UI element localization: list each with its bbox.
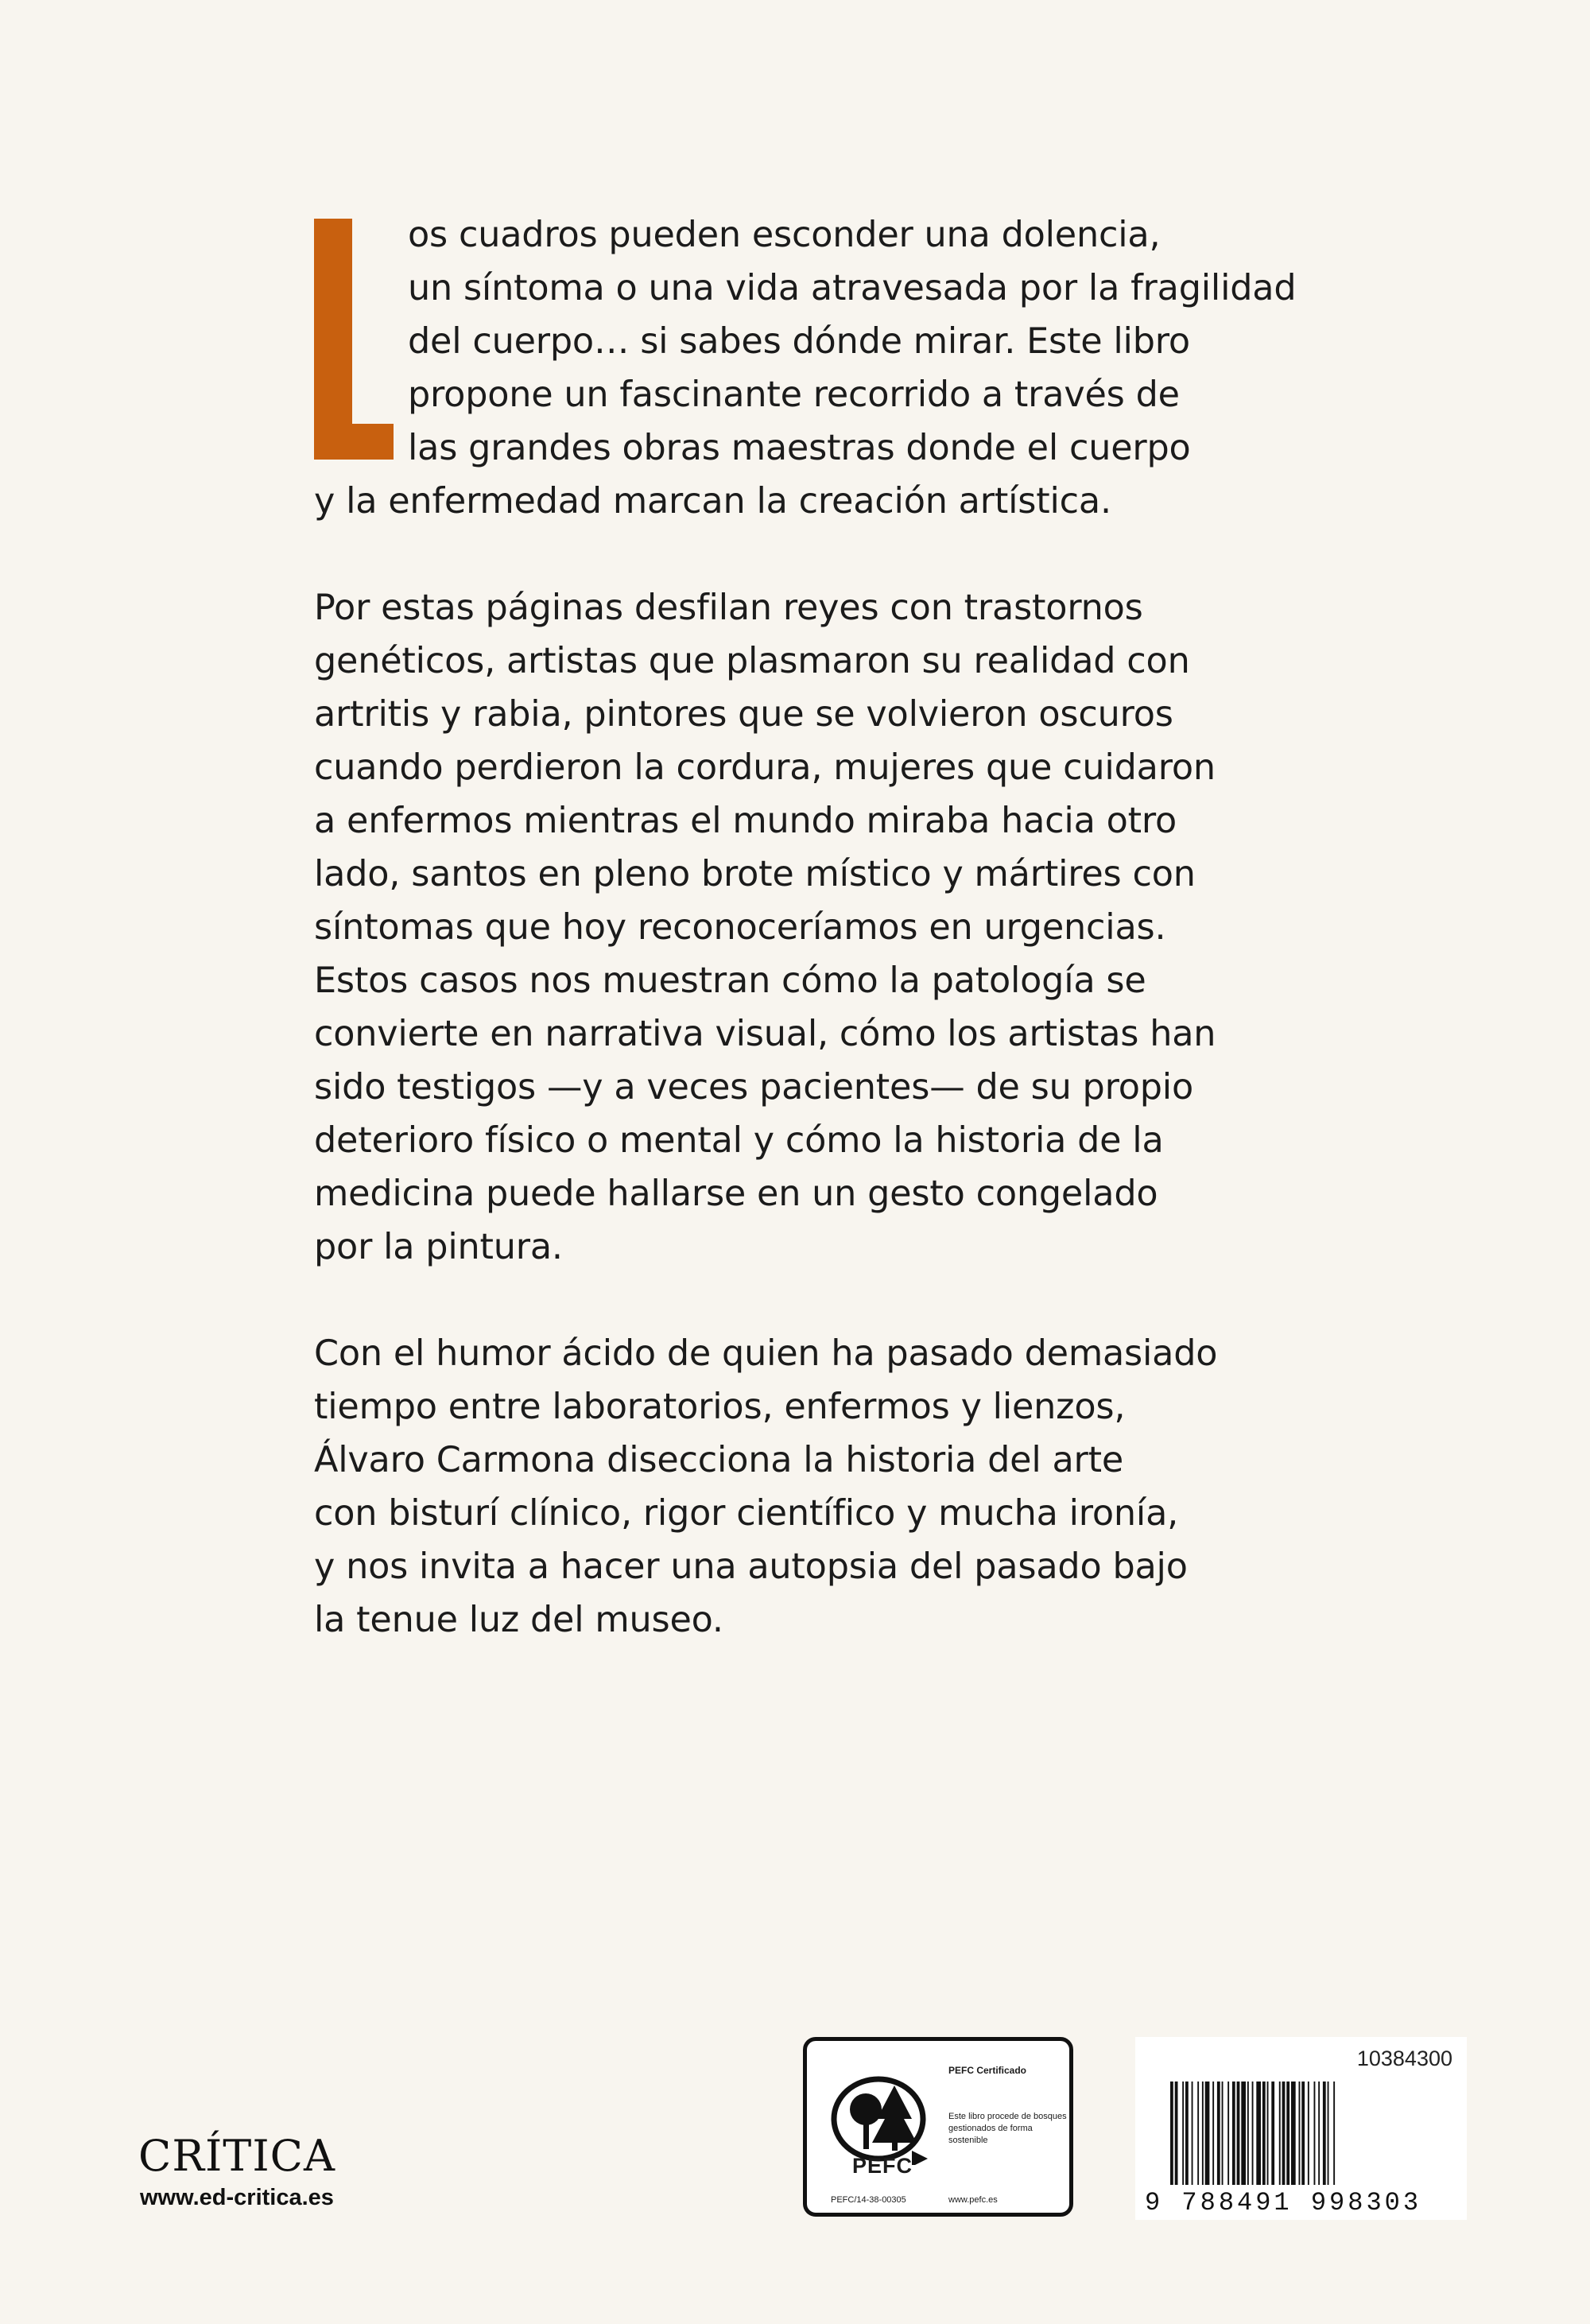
text-line: y nos invita a hacer una autopsia del pasado bajo bbox=[314, 1546, 1188, 1587]
barcode-bar bbox=[1222, 2082, 1224, 2185]
isbn-digits: 9 788491 998303 bbox=[1145, 2188, 1422, 2217]
text-line: propone un fascinante recorrido a través de bbox=[408, 374, 1180, 415]
paragraph-1 bbox=[314, 208, 1340, 528]
barcode-bar bbox=[1237, 2082, 1240, 2185]
product-code: 10384300 bbox=[1356, 2047, 1452, 2070]
paragraph-2 bbox=[314, 581, 1340, 1274]
text-line: un síntoma o una vida atravesada por la fragilidad bbox=[408, 268, 1297, 308]
barcode-bar bbox=[1318, 2082, 1320, 2185]
text-line: Álvaro Carmona disecciona la historia del arte bbox=[314, 1440, 1124, 1480]
text-line: por la pintura. bbox=[314, 1227, 563, 1267]
text-line: Estos casos nos muestran cómo la patología se bbox=[314, 960, 1146, 1001]
barcode-bar bbox=[1328, 2082, 1329, 2185]
publisher-url: www.ed-critica.es bbox=[140, 2185, 334, 2210]
barcode-bar bbox=[1256, 2082, 1261, 2185]
text-line: Con el humor ácido de quien ha pasado demasiado bbox=[314, 1333, 1218, 1374]
barcode-bar bbox=[1241, 2082, 1246, 2185]
pefc-code: PEFC/14-38-00305 bbox=[831, 2195, 906, 2205]
text-line: las grandes obras maestras donde el cuerpo bbox=[408, 428, 1191, 468]
barcode-bar bbox=[1212, 2082, 1214, 2185]
text-line: deterioro físico o mental y cómo la historia de la bbox=[314, 1120, 1164, 1161]
text-line: la tenue luz del museo. bbox=[314, 1600, 723, 1640]
pefc-trees-icon bbox=[829, 2070, 933, 2165]
barcode-bar bbox=[1301, 2082, 1305, 2185]
barcode-bar bbox=[1262, 2082, 1266, 2185]
barcode-bar bbox=[1202, 2082, 1204, 2185]
text-line: cuando perdieron la cordura, mujeres que cuidaron bbox=[314, 747, 1216, 788]
paragraph-3 bbox=[314, 1327, 1340, 1647]
text-line: del cuerpo… si sabes dónde mirar. Este libro bbox=[408, 321, 1190, 362]
back-cover-blurb bbox=[314, 208, 1340, 1647]
text-line: a enfermos mientras el mundo miraba hacia otro bbox=[314, 801, 1177, 841]
barcode-bar bbox=[1323, 2082, 1326, 2185]
barcode-bar bbox=[1232, 2082, 1235, 2185]
text-line: tiempo entre laboratorios, enfermos y lienzos, bbox=[314, 1387, 1126, 1427]
text-line: y la enfermedad marcan la creación artística. bbox=[314, 481, 1111, 522]
barcode-bar bbox=[1185, 2082, 1189, 2185]
text-line: convierte en narrativa visual, cómo los artistas han bbox=[314, 1014, 1216, 1054]
text-line: síntomas que hoy reconoceríamos en urgencias. bbox=[314, 907, 1166, 948]
barcode-bar bbox=[1175, 2082, 1178, 2185]
barcode-bar bbox=[1282, 2082, 1286, 2185]
text-line: os cuadros pueden esconder una dolencia, bbox=[408, 215, 1161, 255]
barcode-bar bbox=[1217, 2082, 1220, 2185]
barcode-bar bbox=[1247, 2082, 1249, 2185]
barcode-bar bbox=[1333, 2082, 1335, 2185]
text-line: con bisturí clínico, rigor científico y mucha ironía, bbox=[314, 1493, 1179, 1534]
barcode-bars bbox=[1170, 2082, 1456, 2197]
barcode-bar bbox=[1205, 2082, 1210, 2185]
barcode-bar bbox=[1314, 2082, 1316, 2185]
pefc-certification-label bbox=[803, 2037, 1073, 2217]
text-line: genéticos, artistas que plasmaron su realidad con bbox=[314, 641, 1190, 681]
pefc-certified-label: PEFC Certificado bbox=[948, 2065, 1027, 2076]
barcode-bar bbox=[1170, 2082, 1173, 2185]
barcode-bar bbox=[1182, 2082, 1184, 2185]
publisher-logo: CRÍTICA bbox=[138, 2131, 335, 2181]
barcode-bar bbox=[1267, 2082, 1269, 2185]
text-line: artritis y rabia, pintores que se volvieron oscuros bbox=[314, 694, 1173, 735]
pefc-url: www.pefc.es bbox=[948, 2195, 998, 2205]
isbn-barcode bbox=[1135, 2037, 1467, 2220]
text-line: Por estas páginas desfilan reyes con trastornos bbox=[314, 588, 1143, 628]
barcode-bar bbox=[1308, 2082, 1309, 2185]
barcode-bar bbox=[1197, 2082, 1199, 2185]
text-line: medicina puede hallarse en un gesto congelado bbox=[314, 1174, 1158, 1214]
text-line: lado, santos en pleno brote místico y mártires con bbox=[314, 854, 1196, 894]
barcode-bar bbox=[1252, 2082, 1254, 2185]
barcode-bar bbox=[1286, 2082, 1289, 2185]
barcode-bar bbox=[1279, 2082, 1281, 2185]
pefc-wordmark: PEFC bbox=[851, 2154, 913, 2178]
barcode-bar bbox=[1227, 2082, 1229, 2185]
pefc-description: Este libro procede de bosques gestionados de forma sostenible bbox=[948, 2112, 1067, 2145]
barcode-bar bbox=[1192, 2082, 1193, 2185]
barcode-bar bbox=[1291, 2082, 1296, 2185]
barcode-bar bbox=[1299, 2082, 1301, 2185]
text-line: sido testigos —y a veces pacientes— de su propio bbox=[314, 1067, 1193, 1108]
barcode-bar bbox=[1271, 2082, 1274, 2185]
